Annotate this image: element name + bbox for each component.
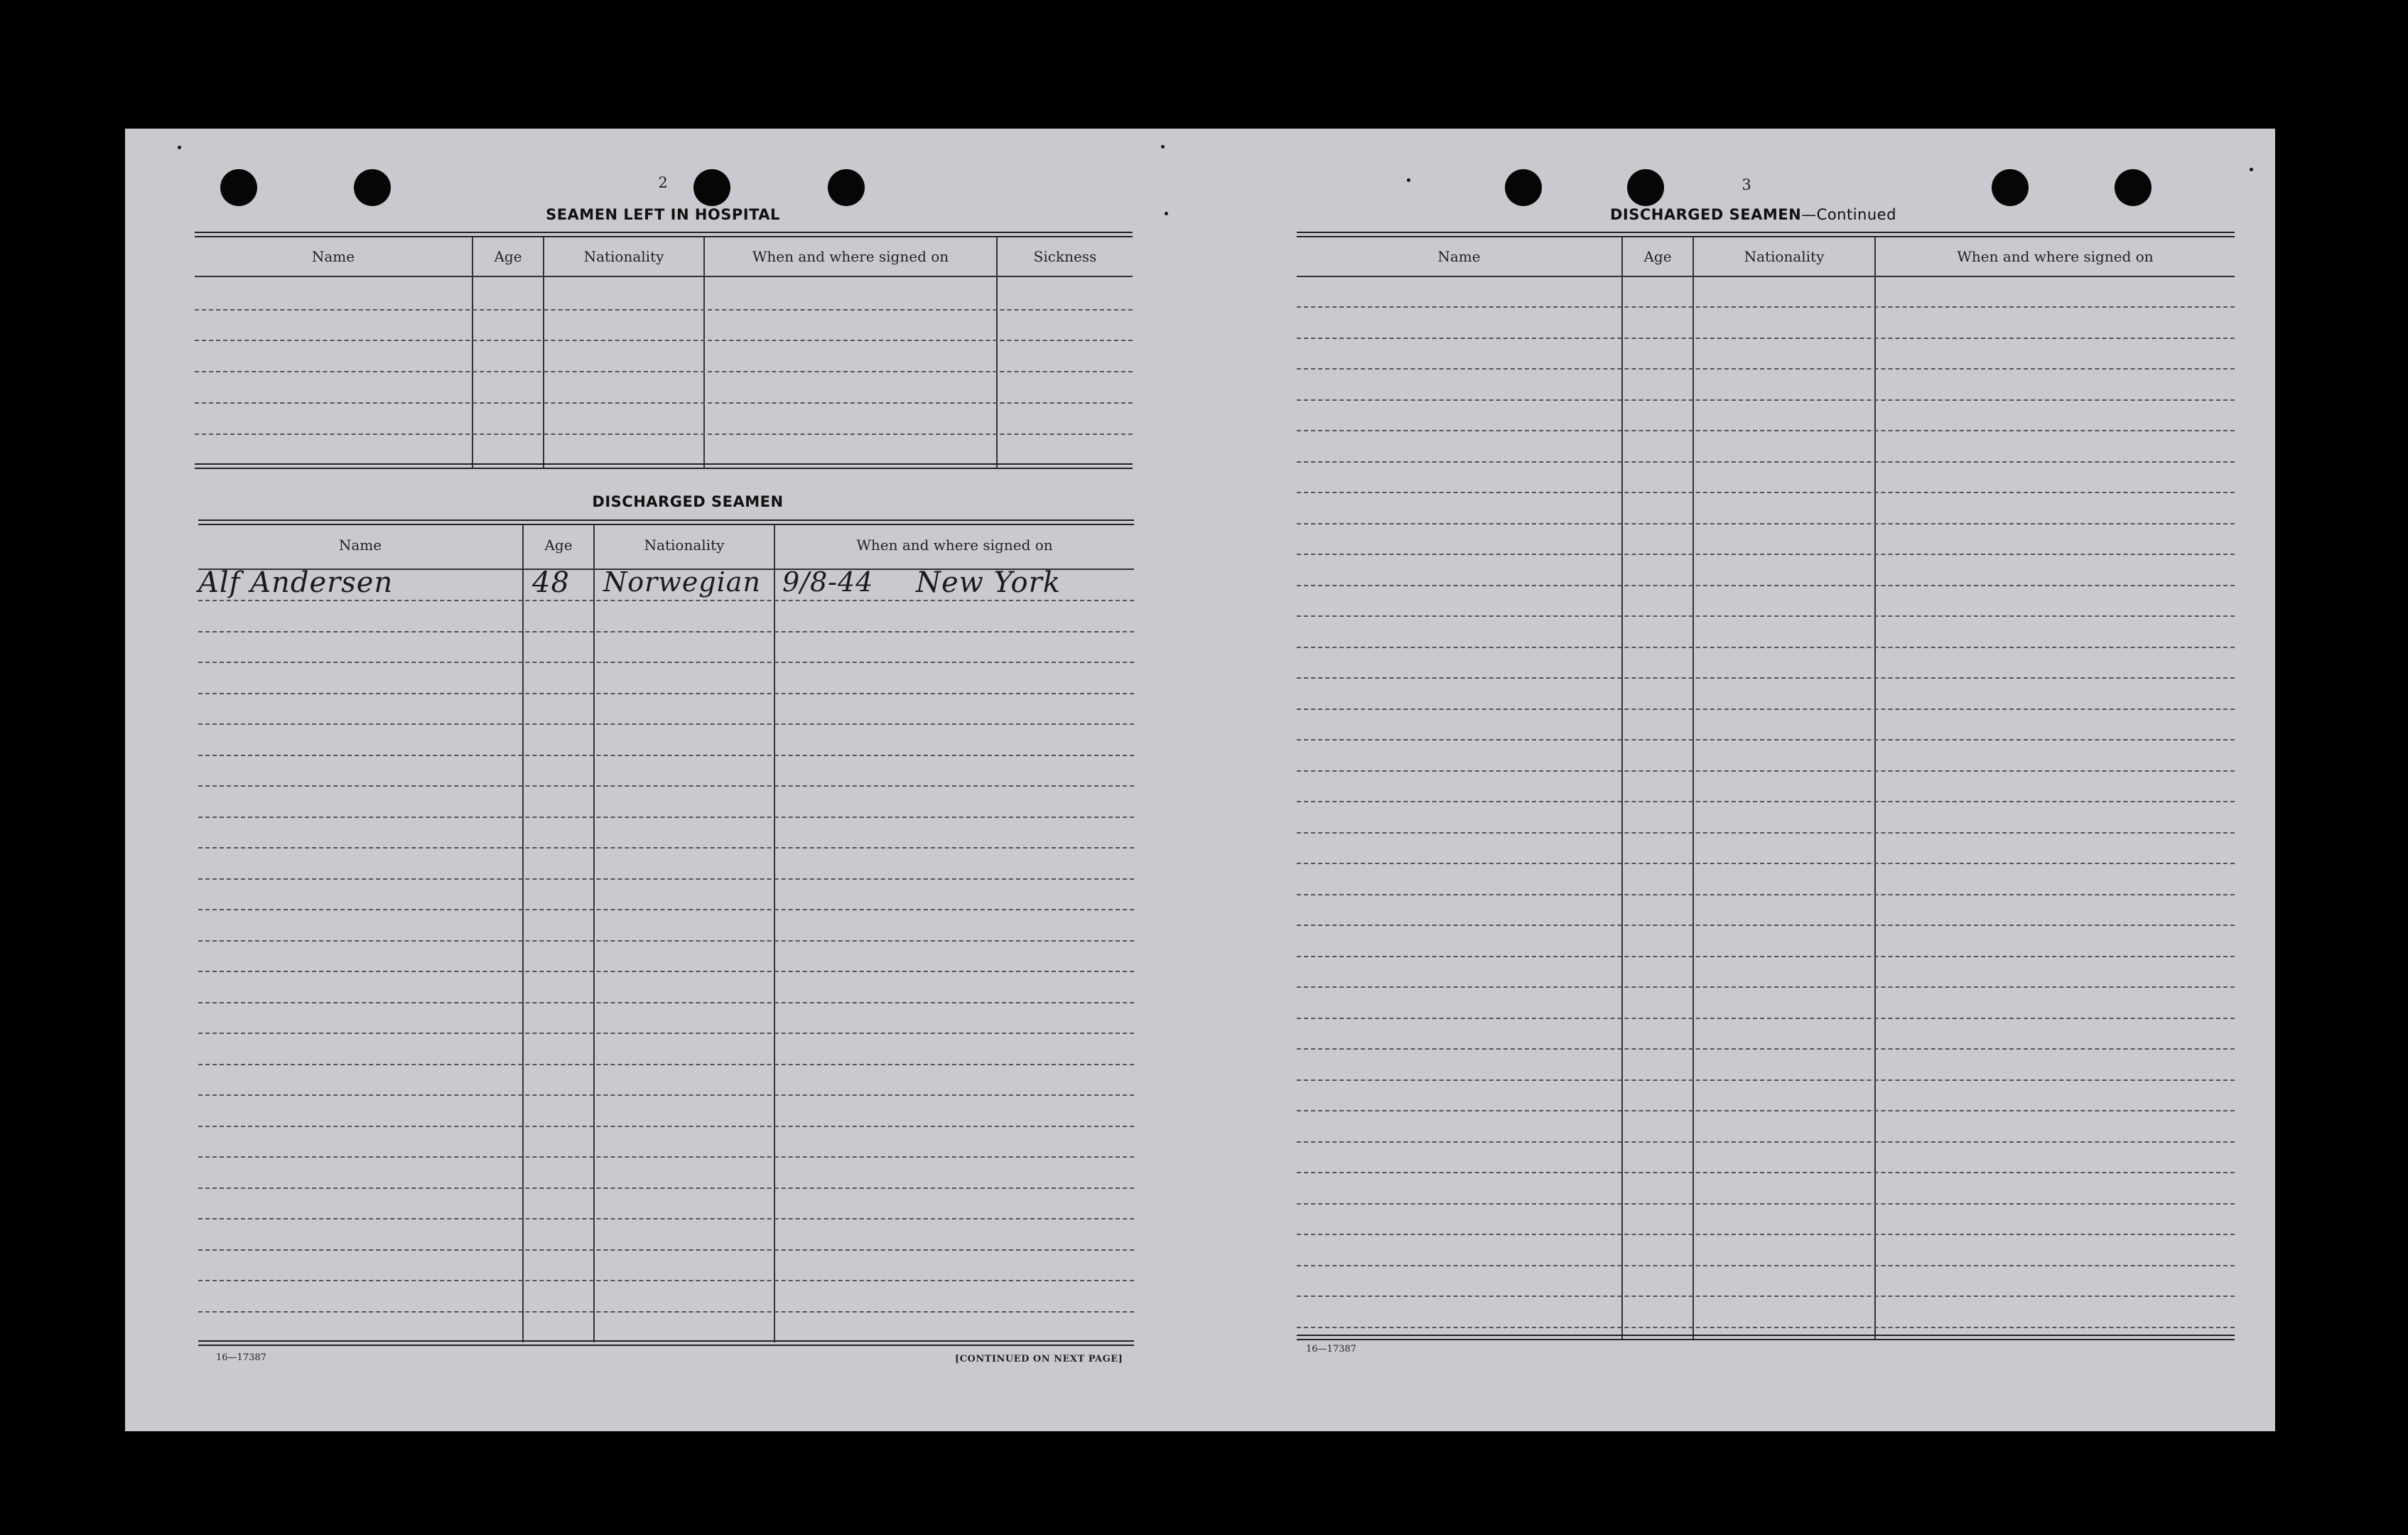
entry-line: [1297, 956, 2235, 957]
entry-line: [1297, 430, 2235, 431]
page-number: 2: [658, 174, 668, 191]
entry-age: 48: [532, 566, 570, 599]
entry-line: [1297, 832, 2235, 834]
ink-speck: [178, 146, 181, 149]
entry-line: [1297, 585, 2235, 586]
entry-line: [198, 909, 1134, 910]
entry-line: [198, 847, 1134, 849]
entry-line: [198, 631, 1134, 632]
entry-line: [1297, 615, 2235, 617]
entry-line: [1297, 306, 2235, 308]
entry-line: [198, 1126, 1134, 1127]
entry-signed-date: 9/8-44: [782, 566, 874, 598]
entry-line: [198, 1249, 1134, 1251]
entry-line: [1297, 554, 2235, 555]
entry-line: [1297, 1110, 2235, 1111]
entry-line: [1297, 1203, 2235, 1205]
col-header-name: Name: [1437, 248, 1481, 265]
entry-line: [1297, 461, 2235, 463]
col-header-nationality: Nationality: [644, 537, 725, 554]
entry-line: [1297, 1079, 2235, 1081]
entry-line: [198, 940, 1134, 942]
entry-line: [198, 1033, 1134, 1034]
col-header-nationality: Nationality: [1744, 248, 1825, 265]
entry-line: [198, 785, 1134, 787]
entry-line: [198, 1064, 1134, 1065]
entry-line: [1297, 709, 2235, 710]
entry-line: [198, 723, 1134, 725]
entry-line: [198, 1280, 1134, 1281]
ink-speck: [1161, 145, 1165, 149]
entry-line: [198, 600, 1134, 601]
entry-line: [1297, 523, 2235, 524]
col-header-age: Age: [1643, 248, 1672, 265]
entry-line: [195, 402, 1133, 404]
col-header-nationality: Nationality: [583, 248, 664, 265]
entry-line: [1297, 1141, 2235, 1143]
entry-line: [1297, 1296, 2235, 1297]
entry-line: [1297, 399, 2235, 401]
ink-speck: [1407, 178, 1410, 182]
entry-line: [1297, 863, 2235, 864]
punch-hole: [2115, 169, 2151, 206]
entry-line: [198, 662, 1134, 663]
ink-speck: [1165, 212, 1168, 215]
punch-hole: [828, 169, 865, 206]
right-section-title: DISCHARGED SEAMEN—Continued: [1610, 206, 1896, 223]
entry-line: [198, 971, 1134, 972]
entry-line: [1297, 338, 2235, 339]
form-number: 16—17387: [216, 1352, 266, 1363]
entry-line: [195, 340, 1133, 341]
col-header-signed-on: When and where signed on: [752, 248, 949, 265]
continued-note: [CONTINUED ON NEXT PAGE]: [955, 1354, 1123, 1364]
col-header-signed-on: When and where signed on: [1957, 248, 2154, 265]
punch-hole: [1627, 169, 1664, 206]
punch-hole: [693, 169, 730, 206]
col-header-name: Name: [338, 537, 382, 554]
page-number: 3: [1742, 176, 1751, 193]
entry-line: [198, 1002, 1134, 1003]
col-header-age: Age: [494, 248, 522, 265]
right-page: [1219, 129, 2275, 1431]
entry-line: [198, 1218, 1134, 1219]
entry-line: [1297, 677, 2235, 679]
entry-line: [198, 1187, 1134, 1189]
entry-line: [1297, 770, 2235, 772]
entry-line: [1297, 986, 2235, 988]
hospital-section-title: SEAMEN LEFT IN HOSPITAL: [546, 206, 780, 223]
entry-line: [1297, 1018, 2235, 1019]
entry-name: Alf Andersen: [198, 566, 394, 599]
entry-line: [1297, 1265, 2235, 1266]
entry-signed-place: New York: [916, 566, 1061, 599]
punch-hole: [354, 169, 391, 206]
entry-line: [198, 817, 1134, 818]
punch-hole: [1992, 169, 2029, 206]
entry-line: [195, 433, 1133, 435]
entry-line: [198, 693, 1134, 694]
entry-line: [1297, 1327, 2235, 1328]
ledger-sheet: [125, 129, 2275, 1431]
discharged-table: [198, 519, 1134, 1351]
discharged-section-title: DISCHARGED SEAMEN: [592, 493, 784, 510]
entry-line: [1297, 1172, 2235, 1173]
entry-line: [195, 371, 1133, 372]
col-header-signed-on: When and where signed on: [856, 537, 1053, 554]
entry-line: [198, 755, 1134, 756]
ink-speck: [2250, 168, 2253, 171]
punch-hole: [220, 169, 257, 206]
entry-line: [1297, 1234, 2235, 1235]
punch-hole: [1505, 169, 1542, 206]
entry-line: [1297, 368, 2235, 370]
entry-line: [1297, 925, 2235, 926]
col-header-name: Name: [311, 248, 355, 265]
entry-line: [1297, 894, 2235, 895]
left-page: [125, 129, 1212, 1431]
entry-line: [198, 878, 1134, 880]
entry-line: [198, 1094, 1134, 1096]
entry-line: [195, 309, 1133, 311]
entry-line: [1297, 492, 2235, 493]
entry-line: [1297, 739, 2235, 740]
col-header-sickness: Sickness: [1033, 248, 1097, 265]
col-header-age: Age: [544, 537, 573, 554]
entry-line: [1297, 1048, 2235, 1050]
discharged-continued-table: [1297, 232, 2235, 1347]
entry-line: [1297, 647, 2235, 648]
entry-line: [198, 1311, 1134, 1313]
entry-line: [198, 1156, 1134, 1158]
entry-nationality: Norwegian: [603, 566, 761, 598]
entry-line: [1297, 801, 2235, 802]
form-number: 16—17387: [1306, 1344, 1356, 1354]
